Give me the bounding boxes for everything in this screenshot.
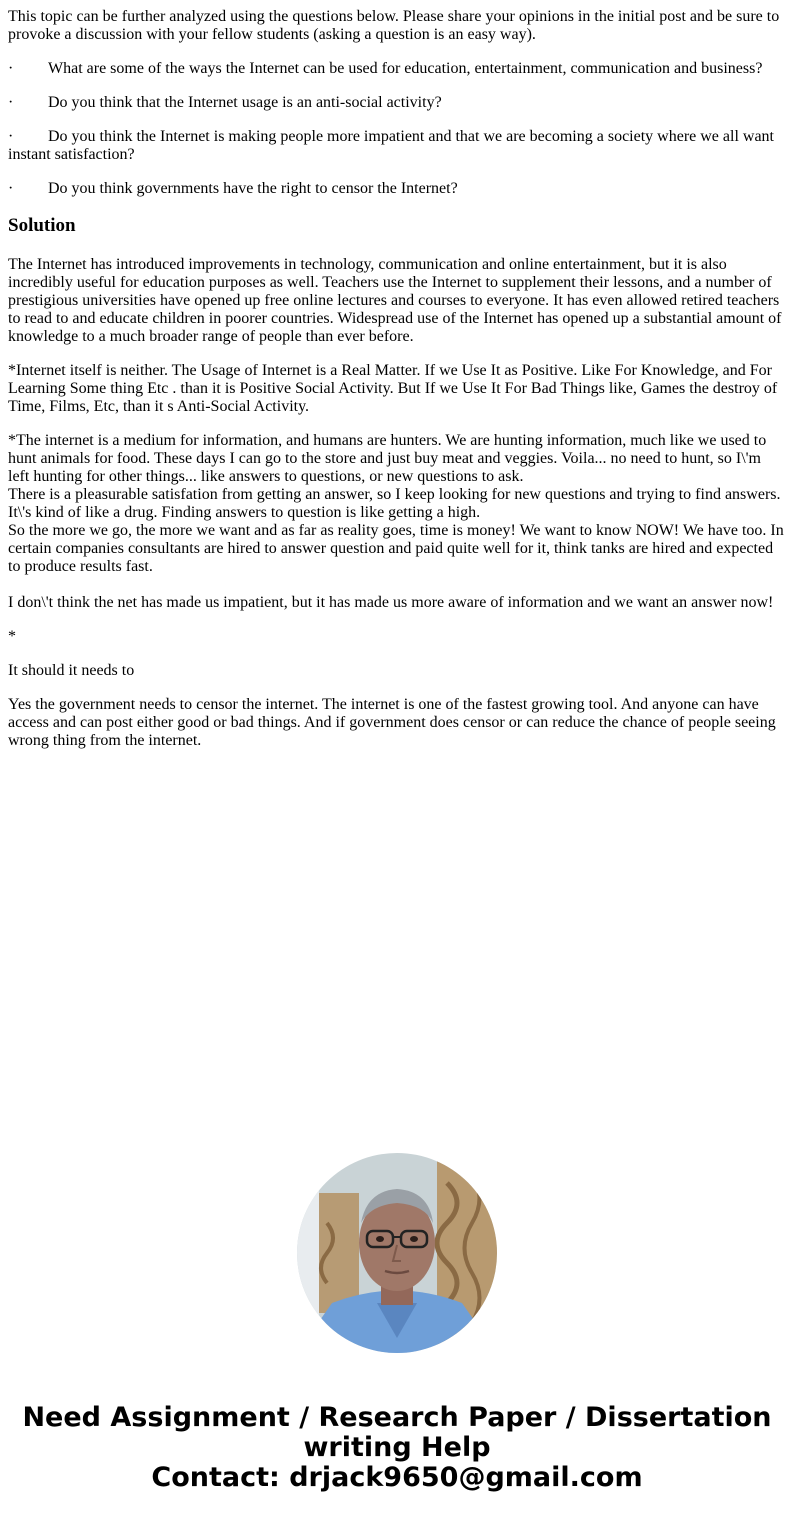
solution-heading: Solution (8, 215, 76, 236)
answer-censorship-marker: * (8, 628, 16, 645)
answer-antisocial: *Internet itself is neither. The Usage of Internet is a Real Matter. If we Use It as Positive. Like For Knowledge, and For Learning Some thing Etc . than it is Positive Social Activity. But If we Use It For Bad Things like, Games the destroy of Time, Films, Etc, than it s Anti-Social Activity. (8, 362, 778, 415)
question-text: Do you think governments have the right to censor the Internet? (48, 180, 458, 197)
bullet-dot: · (8, 60, 14, 77)
question-item-1 (8, 60, 786, 78)
answer-impatience-conclusion: I don\'t think the net has made us impatient, but it has made us more aware of information and we want an answer now! (8, 594, 774, 611)
question-text: Do you think that the Internet usage is an anti-social activity? (48, 94, 442, 111)
answer-impatience (8, 432, 786, 576)
author-portrait (297, 1153, 497, 1353)
answer-impatience-line: *The internet is a medium for information, and humans are hunters. We are hunting information, much like we used to hunt animals for food. These days I can go to the store and just buy meat and veggies. Voila... no need to hunt, so I\'m left hunting for other things... like answers to questions, or new questions to ask. (8, 432, 767, 485)
question-text: Do you think the Internet is making people more impatient and that we are becoming a society where we all want instant satisfaction? (8, 128, 774, 163)
answer-censorship: Yes the government needs to censor the internet. The internet is one of the fastest growing tool. And anyone can have access and can post either good or bad things. And if government does censor or can reduce the chance of people seeing wrong thing from the internet. (8, 696, 776, 749)
bullet-dot: · (8, 180, 14, 197)
answer-education: The Internet has introduced improvements in technology, communication and online entertainment, but it is also incredibly useful for education purposes as well. Teachers use the Internet to supplement their lessons, and a number of prestigious universities have opened up free online lectures and courses to everyone. It has even allowed retired teachers to read to and educate children in poorer countries. Widespread use of the Internet has opened up a substantial amount of knowledge to a much broader range of people than ever before. (8, 256, 782, 345)
answer-impatience-line: So the more we go, the more we want and as far as reality goes, time is money! We want to know NOW! We have too. In certain companies consultants are hired to answer question and paid quite well for it, think tanks are hired and expected to produce results fast. (8, 522, 784, 575)
document-body (8, 8, 786, 766)
answer-censorship-short: It should it needs to (8, 662, 135, 679)
question-item-4 (8, 180, 786, 198)
question-text: What are some of the ways the Internet can be used for education, entertainment, communication and business? (48, 60, 763, 77)
intro-paragraph: This topic can be further analyzed using the questions below. Please share your opinions in the initial post and be sure to provoke a discussion with your fellow students (asking a question is an easy way). (8, 8, 780, 43)
promo-banner (0, 1403, 794, 1493)
promo-line: writing Help (303, 1432, 491, 1463)
author-avatar (297, 1153, 497, 1353)
bullet-dot: · (8, 128, 14, 145)
answer-impatience-line: There is a pleasurable satisfation from getting an answer, so I keep looking for new questions and trying to find answers. It\'s kind of like a drug. Finding answers to question is like getting a high. (8, 486, 781, 521)
bullet-dot: · (8, 94, 14, 111)
question-item-3 (8, 128, 786, 164)
promo-line: Need Assignment / Research Paper / Dissertation (22, 1402, 772, 1433)
question-item-2 (8, 94, 786, 112)
promo-contact: Contact: drjack9650@gmail.com (151, 1462, 643, 1493)
